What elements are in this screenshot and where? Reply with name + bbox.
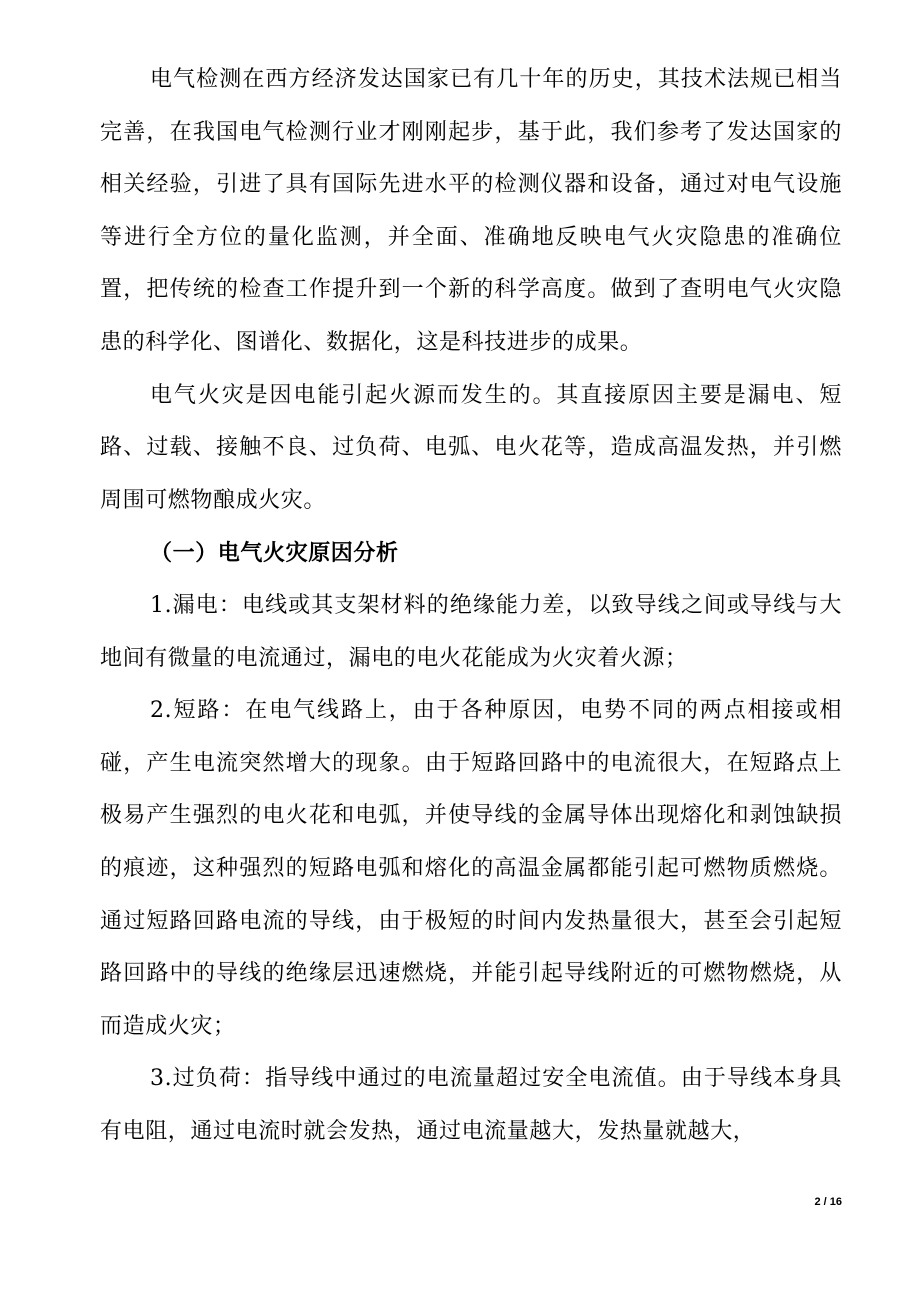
list-item: 1.漏电：电线或其支架材料的绝缘能力差，以致导线之间或导线与大地间有微量的电流通过，漏电的电火花能成为火灾着火源； bbox=[100, 592, 842, 671]
body-paragraph: 电气火灾是因电能引起火源而发生的。其直接原因主要是漏电、短路、过载、接触不良、过负荷、电弧、电火花等，造成高温发热，并引燃周围可燃物酿成火灾。 bbox=[100, 382, 842, 513]
page-number: 2 / 16 bbox=[814, 1196, 842, 1208]
section-heading: （一）电气火灾原因分析 bbox=[150, 540, 399, 567]
document-body bbox=[100, 54, 842, 1158]
list-item: 3.过负荷：指导线中通过的电流量超过安全电流值。由于导线本身具有电阻，通过电流时就会发热，通过电流量越大，发热量就越大， bbox=[100, 1066, 842, 1144]
body-paragraph: 电气检测在西方经济发达国家已有几十年的历史，其技术法规已相当完善，在我国电气检测行业才刚刚起步，基于此，我们参考了发达国家的相关经验，引进了具有国际先进水平的检测仪器和设备，通过对电气设施等进行全方位的量化监测，并全面、准确地反映电气火灾隐患的准确位置，把传统的检查工作提升到一个新的科学高度。做到了查明电气火灾隐患的科学化、图谱化、数据化，这是科技进步的成果。 bbox=[100, 67, 842, 355]
list-item: 2.短路：在电气线路上，由于各种原因，电势不同的两点相接或相碰，产生电流突然增大的现象。由于短路回路中的电流很大，在短路点上极易产生强烈的电火花和电弧，并使导线的金属导体出现熔化和剥蚀缺损的痕迹，这种强烈的短路电弧和熔化的高温金属都能引起可燃物质燃烧。通过短路回路电流的导线，由于极短的时间内发热量很大，甚至会引起短路回路中的导线的绝缘层迅速燃烧，并能引起导线附近的可燃物燃烧，从而造成火灾； bbox=[100, 698, 842, 1039]
